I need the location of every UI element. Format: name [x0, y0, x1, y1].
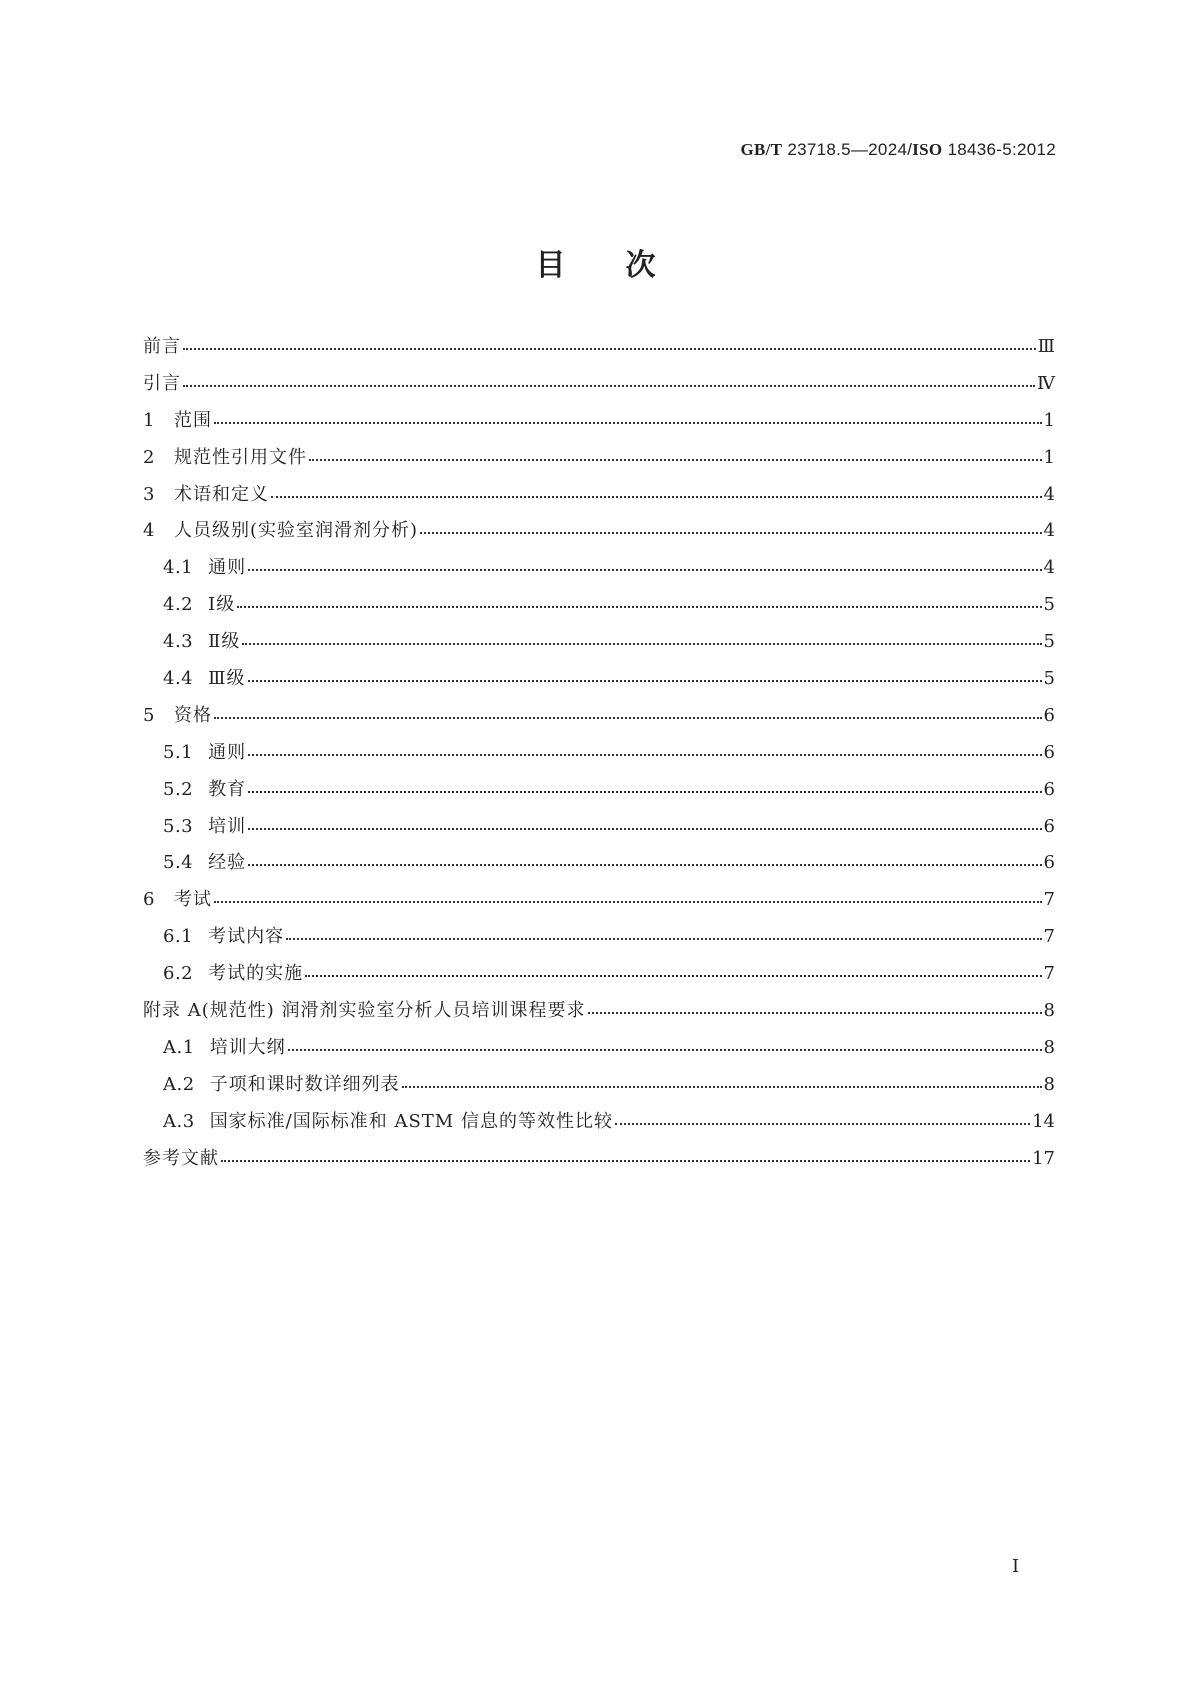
toc-leader-dots [214, 717, 1042, 719]
toc-leader-dots [214, 901, 1042, 903]
toc-entry-label: 国家标准/国际标准和 ASTM 信息的等效性比较 [209, 1110, 613, 1132]
toc-entry-number: 4.1 [163, 557, 194, 579]
toc-entry[interactable] [143, 891, 1055, 928]
toc-entry[interactable] [143, 670, 1055, 707]
toc-entry-label: Ⅲ级 [208, 668, 246, 690]
toc-entry-label: 经验 [208, 852, 247, 874]
toc-leader-dots [271, 496, 1042, 498]
toc-entry-label: 人员级别(实验室润滑剂分析) [173, 520, 418, 542]
toc-entry-number: 4 [143, 520, 155, 542]
toc-leader-dots [286, 938, 1041, 940]
toc-entry-number: 3 [143, 483, 155, 505]
toc-entry-page: 6 [1043, 852, 1055, 874]
toc-entry-page: 4 [1043, 557, 1055, 579]
toc-leader-dots [615, 1123, 1030, 1125]
toc-entry[interactable] [143, 928, 1055, 965]
page-title [0, 240, 1191, 284]
toc-entry-label: 前言 [143, 336, 181, 357]
toc-entry-number: 4.2 [163, 594, 194, 616]
std-iso-number: 18436-5:2012 [947, 140, 1056, 159]
toc-leader-dots [248, 864, 1041, 866]
toc-entry-page: Ⅲ [1037, 336, 1055, 357]
toc-entry-number: 4.4 [163, 668, 194, 690]
toc-leader-dots [183, 385, 1035, 387]
std-iso-prefix: ISO [912, 140, 943, 159]
title-part-1: 目 [535, 248, 566, 283]
toc-entry[interactable] [143, 633, 1055, 670]
toc-entry-page: Ⅳ [1037, 372, 1055, 394]
toc-leader-dots [248, 828, 1041, 830]
toc-entry-number: A.3 [163, 1110, 195, 1132]
toc-entry-number: 5 [143, 704, 155, 726]
toc-entry-label: 资格 [173, 704, 212, 726]
toc-entry-label: 参考文献 [143, 1147, 219, 1169]
toc-entry-number: 5.3 [163, 815, 194, 837]
toc-entry-page: 4 [1043, 520, 1055, 542]
toc-entry-page: 8 [1043, 1000, 1055, 1022]
toc-leader-dots [309, 459, 1042, 461]
toc-entry[interactable] [143, 559, 1055, 596]
toc-entry-label: 考试 [173, 889, 212, 911]
toc-leader-dots [248, 569, 1041, 571]
toc-entry-label: 通则 [208, 557, 247, 579]
toc-leader-dots [588, 1012, 1042, 1014]
toc-entry[interactable] [143, 965, 1055, 1002]
toc-leader-dots [183, 348, 1036, 350]
toc-entry-page: 8 [1043, 1036, 1055, 1058]
toc-entry-label: Ⅱ级 [208, 631, 241, 653]
toc-entry[interactable] [143, 778, 1055, 818]
toc-entry-page: 6 [1043, 704, 1055, 726]
toc-entry[interactable] [143, 483, 1055, 523]
toc-entry-page: 7 [1043, 889, 1055, 911]
toc-entry-number: 6.2 [163, 963, 194, 985]
std-gb-prefix: GB/T [740, 140, 783, 159]
toc-entry-number: A.2 [163, 1073, 195, 1095]
toc-entry-page: 8 [1043, 1073, 1055, 1095]
toc-entry[interactable] [143, 596, 1055, 633]
toc-entry-number: 6 [143, 889, 155, 911]
toc-leader-dots [248, 791, 1041, 793]
toc-entry-page: 4 [1043, 483, 1055, 505]
toc-leader-dots [237, 606, 1041, 608]
toc-entry[interactable] [143, 704, 1055, 744]
toc-entry-number: A.1 [163, 1036, 195, 1058]
toc-entry[interactable] [143, 854, 1055, 891]
toc-entry[interactable] [143, 815, 1055, 855]
toc-entry-number: 5.2 [163, 778, 194, 800]
toc-entry[interactable] [143, 522, 1055, 559]
toc-entry-number: 2 [143, 446, 155, 468]
toc-leader-dots [242, 643, 1041, 645]
toc-entry-label: 规范性引用文件 [173, 446, 307, 468]
toc-entry[interactable] [143, 1147, 1055, 1187]
toc-leader-dots [305, 975, 1041, 977]
toc-entry-page: 7 [1043, 963, 1055, 985]
toc-entry-label: 考试的实施 [208, 963, 304, 985]
page-folio: I [1012, 1556, 1020, 1577]
toc-entry-page: 6 [1043, 778, 1055, 800]
toc-entry-label: Ⅰ级 [208, 594, 236, 616]
toc-entry-number: 4.3 [163, 631, 194, 653]
toc-entry-label: 培训 [208, 815, 247, 837]
toc-entry[interactable] [143, 1002, 1055, 1039]
toc-leader-dots [221, 1160, 1030, 1162]
toc-entry-label: 范围 [173, 409, 212, 431]
toc-entry[interactable] [143, 338, 1055, 375]
toc-entry-page: 6 [1043, 741, 1055, 763]
toc-entry-label: 子项和课时数详细列表 [209, 1073, 400, 1095]
toc-entry-number: 6.1 [163, 926, 194, 948]
toc-entry-label: 培训大纲 [209, 1036, 286, 1058]
toc-entry-label: 通则 [208, 741, 247, 763]
toc-entry[interactable] [143, 446, 1055, 486]
toc-entry-number: 5.4 [163, 852, 194, 874]
toc-entry-number: 1 [143, 409, 155, 431]
toc-entry-page: 5 [1043, 631, 1055, 653]
toc-entry-page: 7 [1043, 926, 1055, 948]
toc-entry-page: 5 [1043, 668, 1055, 690]
toc-entry-number: 5.1 [163, 741, 194, 763]
toc-entry-page: 6 [1043, 815, 1055, 837]
toc-leader-dots [420, 532, 1042, 534]
toc-entry[interactable] [143, 1036, 1055, 1076]
toc-entry[interactable] [143, 741, 1055, 781]
toc-entry-label: 术语和定义 [173, 483, 269, 505]
toc-entry-page: 17 [1032, 1147, 1055, 1169]
toc-leader-dots [288, 1049, 1042, 1051]
table-of-contents [143, 338, 1055, 1186]
toc-leader-dots [248, 754, 1041, 756]
toc-entry-page: 1 [1043, 446, 1055, 468]
title-part-2: 次 [625, 248, 656, 283]
standard-number [740, 140, 1056, 160]
toc-entry-page: 1 [1043, 409, 1055, 431]
toc-leader-dots [248, 680, 1042, 682]
toc-entry[interactable] [143, 1110, 1055, 1150]
toc-entry[interactable] [143, 1073, 1055, 1113]
toc-entry-label: 引言 [143, 372, 181, 394]
toc-entry-page: 14 [1032, 1110, 1055, 1132]
toc-entry[interactable] [143, 409, 1055, 449]
toc-entry[interactable] [143, 372, 1055, 412]
toc-entry-page: 5 [1043, 594, 1055, 616]
toc-entry-label: 教育 [208, 778, 247, 800]
toc-leader-dots [402, 1086, 1042, 1088]
toc-entry-label: 附录 A(规范性) 润滑剂实验室分析人员培训课程要求 [143, 1000, 586, 1022]
toc-leader-dots [214, 422, 1042, 424]
std-gb-number: 23718.5—2024/ [787, 140, 913, 159]
toc-entry-label: 考试内容 [208, 926, 285, 948]
